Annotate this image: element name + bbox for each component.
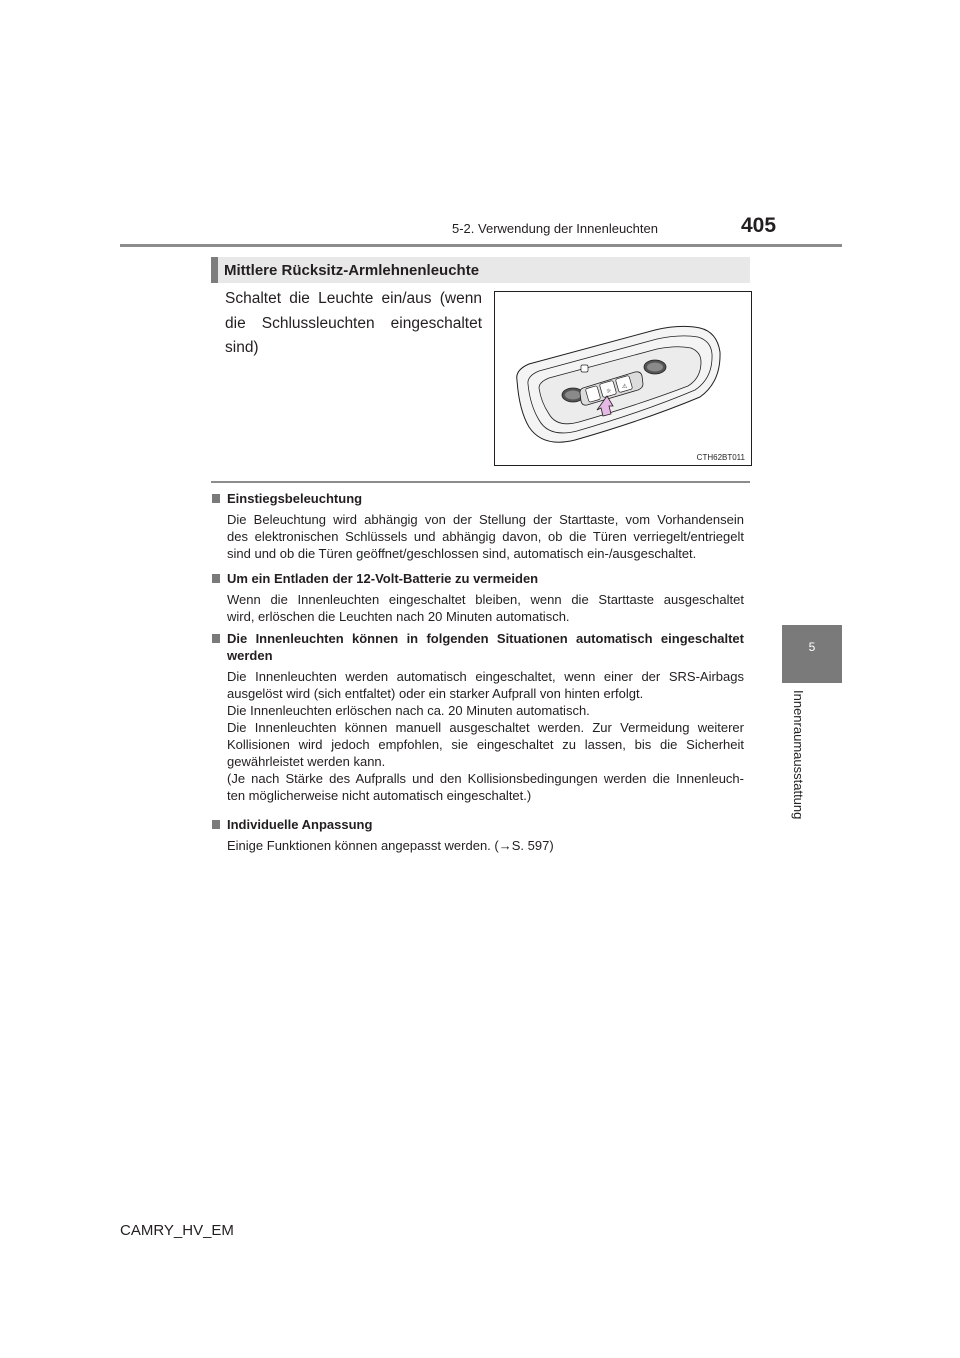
square-bullet-icon [212, 820, 220, 829]
note-block [211, 816, 744, 854]
note-heading: Um ein Entladen der 12-Volt-Batterie zu vermeiden [211, 570, 744, 587]
note-heading: Einstiegsbeleuchtung [211, 490, 744, 507]
note-block [211, 570, 744, 625]
note-block [211, 630, 744, 804]
header-divider [120, 244, 842, 247]
note-body: Wenn die Innenleuchten eingeschaltet bleiben, wenn die Starttaste ausgeschaltet wird, erlöschen die Leuchten nach 20 Minuten automatisch. [227, 592, 744, 624]
section-accent [211, 257, 218, 283]
header-section-title: 5-2. Verwendung der Innenleuchten [452, 221, 658, 236]
page-number: 405 [741, 214, 777, 237]
note-body: Die Beleuchtung wird abhängig von der Stellung der Starttaste, vom Vorhandensein des elektronischen Schlüssels und abhängig davon, ob die Türen verriegelt/entriegelt sind und ob die Türen geöffnet/geschlossen sind, automatisch ein-/ausgeschaltet. [227, 512, 744, 561]
footer-code: CAMRY_HV_EM [120, 1222, 234, 1239]
note-body: Einige Funktionen können angepasst werden. (→S. 597) [227, 838, 554, 853]
intro-text: Schaltet die Leuchte ein/aus (wenn die Schlussleuchten eingeschaltet sind) [225, 290, 482, 356]
illustration-frame [494, 291, 752, 466]
chapter-tab [782, 625, 842, 683]
square-bullet-icon [212, 634, 220, 643]
svg-text:⚠: ⚠ [622, 383, 628, 390]
chapter-label: Innenraumausstattung [791, 690, 806, 820]
note-heading: Individuelle Anpassung [211, 816, 744, 833]
section-title: Mittlere Rücksitz-Armlehnenleuchte [224, 262, 480, 279]
section-divider [211, 481, 750, 483]
note-body: Die Innenleuchten werden automatisch eingeschaltet, wenn einer der SRS-Airbags ausgelöst wird (sich entfaltet) oder ein starker Aufprall von hinten erfolgt. Die Innenleuchten erlöschen nach ca. 20 Minuten automatisch. Die Innenleuchten können manuell ausgeschaltet werden. Zur Vermeidung weiterer Kollisionen wird jedoch empfohlen, sie eingeschaltet zu lassen, bis die Sicherheit gewährleistet werden kann. (Je nach Stärke des Aufpralls und den Kollisionsbedingungen werden die Innenleuch- ten möglicherweise nicht automatisch eingeschaltet.) [227, 669, 744, 803]
svg-text:☼: ☼ [606, 388, 612, 395]
note-heading: Die Innenleuchten können in folgenden Situationen automatisch eingeschaltet werden [211, 630, 744, 664]
rear-armrest-light-switch-illustration [495, 292, 751, 465]
square-bullet-icon [212, 494, 220, 503]
illustration-code: CTH62BT011 [696, 453, 745, 462]
chapter-number: 5 [808, 640, 816, 654]
square-bullet-icon [212, 574, 220, 583]
note-block [211, 490, 744, 562]
